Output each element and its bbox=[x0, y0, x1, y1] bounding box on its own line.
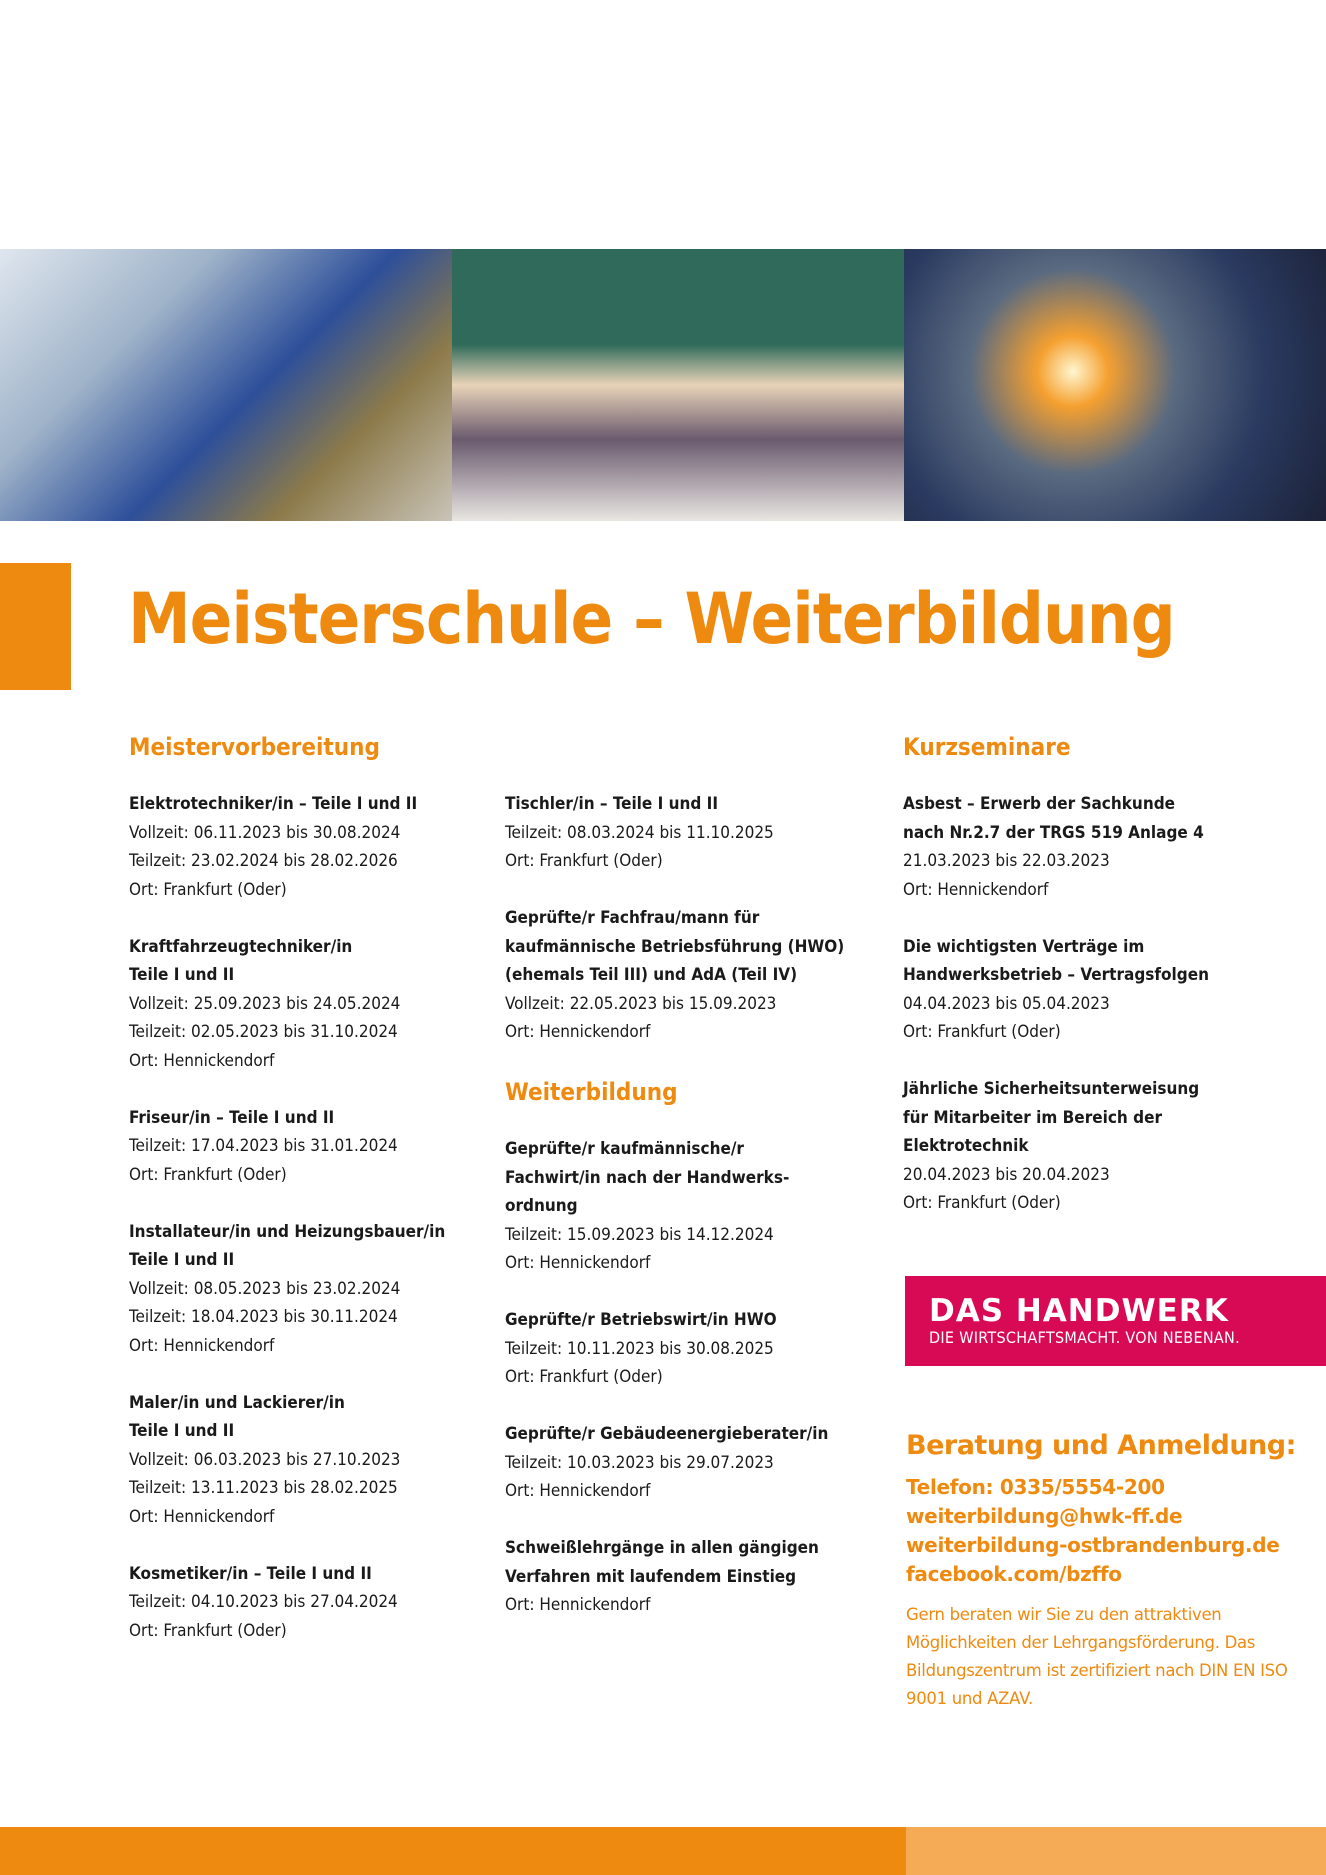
course-detail: Vollzeit: 06.03.2023 bis 27.10.2023 bbox=[129, 1449, 401, 1470]
course-detail: 04.04.2023 bis 05.04.2023 bbox=[903, 993, 1110, 1014]
contact-block bbox=[906, 1430, 1316, 1713]
course-title: Teile I und II bbox=[129, 965, 235, 985]
course-title: Jährliche Sicherheitsunterweisung bbox=[903, 1079, 1200, 1099]
course-title: Tischler/in – Teile I und II bbox=[505, 794, 719, 814]
website-link[interactable]: weiterbildung-ostbrandenburg.de bbox=[906, 1533, 1280, 1557]
course-detail: Teilzeit: 10.03.2023 bis 29.07.2023 bbox=[505, 1452, 774, 1473]
course-title: Geprüfte/r Betriebswirt/in HWO bbox=[505, 1310, 777, 1330]
course-detail: Vollzeit: 06.11.2023 bis 30.08.2024 bbox=[129, 822, 401, 843]
course-detail: 21.03.2023 bis 22.03.2023 bbox=[903, 851, 1110, 871]
course-title: Teile I und II bbox=[129, 1421, 235, 1441]
course-title: Teile I und II bbox=[129, 1250, 235, 1270]
column-kurzseminare bbox=[903, 730, 1303, 1246]
facebook-link[interactable]: facebook.com/bzffo bbox=[906, 1562, 1122, 1586]
course-detail: Ort: Hennickendorf bbox=[903, 879, 1049, 900]
course-detail: Ort: Hennickendorf bbox=[129, 1506, 275, 1527]
course-detail: Ort: Frankfurt (Oder) bbox=[903, 1193, 1061, 1213]
course-title: Asbest – Erwerb der Sachkunde bbox=[903, 794, 1176, 814]
course-detail: Ort: Hennickendorf bbox=[505, 1022, 651, 1042]
course-title: nach Nr.2.7 der TRGS 519 Anlage 4 bbox=[903, 822, 1204, 843]
course-detail: Teilzeit: 15.09.2023 bis 14.12.2024 bbox=[505, 1224, 774, 1245]
page-title: Meisterschule – Weiterbildung bbox=[128, 578, 1175, 660]
course-title: Maler/in und Lackierer/in bbox=[129, 1392, 345, 1413]
course-item bbox=[505, 790, 885, 876]
course-title: Fachwirt/in nach der Handwerks- bbox=[505, 1167, 790, 1188]
course-item bbox=[129, 1560, 499, 1646]
photo-classroom bbox=[452, 249, 904, 521]
course-title: ordnung bbox=[505, 1196, 578, 1216]
course-detail: Ort: Hennickendorf bbox=[129, 1335, 275, 1356]
course-item bbox=[505, 1135, 885, 1278]
course-item bbox=[903, 933, 1303, 1047]
course-title: für Mitarbeiter im Bereich der bbox=[903, 1107, 1162, 1128]
course-detail: Ort: Hennickendorf bbox=[129, 1050, 275, 1071]
column-meistervorbereitung bbox=[129, 730, 499, 1674]
course-title: Friseur/in – Teile I und II bbox=[129, 1107, 335, 1128]
das-handwerk-logo bbox=[905, 1276, 1326, 1366]
course-item bbox=[129, 1104, 499, 1190]
course-title: Schweißlehrgänge in allen gängigen bbox=[505, 1538, 819, 1558]
course-item bbox=[505, 1420, 885, 1506]
course-detail: 20.04.2023 bis 20.04.2023 bbox=[903, 1164, 1110, 1185]
course-detail: Ort: Frankfurt (Oder) bbox=[505, 851, 663, 871]
course-item bbox=[903, 1075, 1303, 1218]
course-detail: Vollzeit: 25.09.2023 bis 24.05.2024 bbox=[129, 993, 401, 1014]
course-title: Kosmetiker/in – Teile I und II bbox=[129, 1563, 372, 1584]
orange-accent-block bbox=[0, 563, 71, 690]
section-heading: Kurzseminare bbox=[903, 733, 1071, 761]
course-title: Handwerksbetrieb – Vertragsfolgen bbox=[903, 965, 1209, 985]
course-item bbox=[129, 933, 499, 1076]
course-detail: Ort: Frankfurt (Oder) bbox=[129, 879, 287, 900]
course-detail: Vollzeit: 08.05.2023 bis 23.02.2024 bbox=[129, 1278, 401, 1299]
course-title: Die wichtigsten Verträge im bbox=[903, 936, 1145, 957]
column-middle bbox=[505, 730, 885, 1648]
contact-heading: Beratung und Anmeldung: bbox=[906, 1430, 1296, 1461]
photo-welding bbox=[904, 249, 1326, 521]
course-item bbox=[129, 790, 499, 904]
photo-workshop bbox=[0, 249, 452, 521]
section-heading: Meistervorbereitung bbox=[129, 733, 380, 761]
contact-note: Gern beraten wir Sie zu den attraktiven Möglichkeiten der Lehrgangsförderung. Das Bildungszentrum ist zertifiziert nach DIN EN ISO 9001 und AZAV. bbox=[906, 1605, 1288, 1708]
course-title: (ehemals Teil III) und AdA (Teil IV) bbox=[505, 965, 798, 985]
course-detail: Teilzeit: 10.11.2023 bis 30.08.2025 bbox=[505, 1338, 774, 1359]
course-detail: Teilzeit: 17.04.2023 bis 31.01.2024 bbox=[129, 1136, 398, 1156]
course-item bbox=[903, 790, 1303, 904]
course-title: Verfahren mit laufendem Einstieg bbox=[505, 1566, 797, 1587]
course-title: Geprüfte/r Fachfrau/mann für bbox=[505, 908, 760, 928]
course-item bbox=[505, 1534, 885, 1620]
course-title: Elektrotechniker/in – Teile I und II bbox=[129, 794, 418, 814]
course-item bbox=[505, 904, 885, 1047]
course-title: Geprüfte/r Gebäudeenergieberater/in bbox=[505, 1424, 829, 1444]
course-item bbox=[129, 1389, 499, 1532]
course-detail: Teilzeit: 08.03.2024 bis 11.10.2025 bbox=[505, 822, 774, 843]
email-link[interactable]: weiterbildung@hwk-ff.de bbox=[906, 1504, 1183, 1528]
logo-title: DAS HANDWERK bbox=[929, 1293, 1229, 1329]
course-detail: Ort: Frankfurt (Oder) bbox=[903, 1022, 1061, 1042]
course-title: Installateur/in und Heizungsbauer/in bbox=[129, 1221, 446, 1242]
course-title: Kraftfahrzeugtechniker/in bbox=[129, 936, 353, 957]
course-detail: Ort: Frankfurt (Oder) bbox=[129, 1620, 287, 1641]
course-detail: Teilzeit: 13.11.2023 bis 28.02.2025 bbox=[129, 1478, 398, 1498]
course-detail: Ort: Hennickendorf bbox=[505, 1595, 651, 1615]
phone-link[interactable]: Telefon: 0335/5554-200 bbox=[906, 1475, 1165, 1499]
course-detail: Teilzeit: 18.04.2023 bis 30.11.2024 bbox=[129, 1307, 398, 1327]
course-item bbox=[505, 1306, 885, 1392]
course-title: Geprüfte/r kaufmännische/r bbox=[505, 1139, 744, 1159]
course-detail: Ort: Frankfurt (Oder) bbox=[505, 1367, 663, 1387]
course-detail: Ort: Hennickendorf bbox=[505, 1481, 651, 1501]
course-detail: Ort: Hennickendorf bbox=[505, 1253, 651, 1273]
course-item bbox=[129, 1218, 499, 1361]
course-detail: Teilzeit: 23.02.2024 bis 28.02.2026 bbox=[129, 851, 398, 871]
course-title: Elektrotechnik bbox=[903, 1136, 1029, 1156]
logo-tagline: DIE WIRTSCHAFTSMACHT. VON NEBENAN. bbox=[929, 1328, 1240, 1347]
course-detail: Teilzeit: 02.05.2023 bis 31.10.2024 bbox=[129, 1022, 398, 1042]
course-detail: Teilzeit: 04.10.2023 bis 27.04.2024 bbox=[129, 1592, 398, 1612]
course-title: kaufmännische Betriebsführung (HWO) bbox=[505, 936, 845, 957]
course-detail: Ort: Frankfurt (Oder) bbox=[129, 1164, 287, 1185]
section-heading: Weiterbildung bbox=[505, 1078, 678, 1106]
course-detail: Vollzeit: 22.05.2023 bis 15.09.2023 bbox=[505, 993, 777, 1014]
footer-bar-light bbox=[906, 1827, 1326, 1875]
footer-bar bbox=[0, 1827, 906, 1875]
